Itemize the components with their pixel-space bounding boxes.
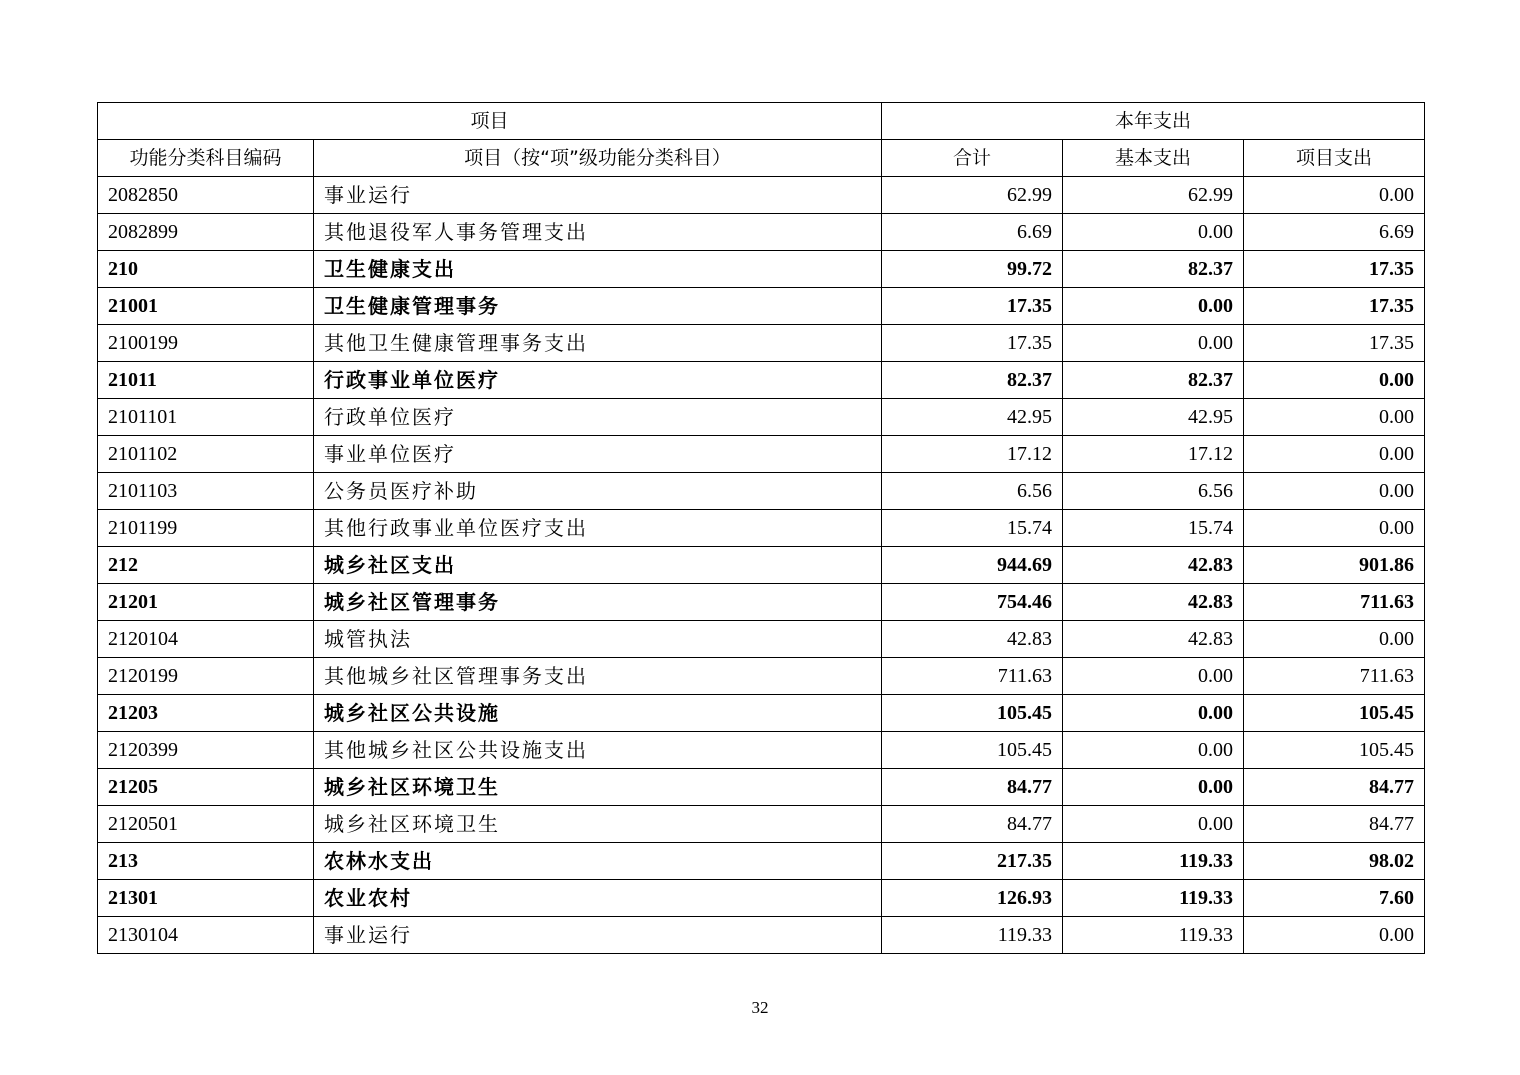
row-name: 其他退役军人事务管理支出 xyxy=(314,214,882,251)
row-code: 21205 xyxy=(98,769,314,806)
row-code: 21203 xyxy=(98,695,314,732)
header-total: 合计 xyxy=(882,140,1063,177)
row-project: 17.35 xyxy=(1244,288,1425,325)
row-total: 84.77 xyxy=(882,769,1063,806)
row-project: 7.60 xyxy=(1244,880,1425,917)
row-code: 2101101 xyxy=(98,399,314,436)
row-basic: 119.33 xyxy=(1063,843,1244,880)
row-code: 2130104 xyxy=(98,917,314,954)
row-name: 事业单位医疗 xyxy=(314,436,882,473)
row-project: 711.63 xyxy=(1244,584,1425,621)
row-project: 0.00 xyxy=(1244,473,1425,510)
row-code: 21201 xyxy=(98,584,314,621)
header-expense-group: 本年支出 xyxy=(882,103,1425,140)
row-basic: 42.83 xyxy=(1063,584,1244,621)
row-code: 21301 xyxy=(98,880,314,917)
row-total: 119.33 xyxy=(882,917,1063,954)
row-project: 105.45 xyxy=(1244,695,1425,732)
row-name: 卫生健康支出 xyxy=(314,251,882,288)
row-basic: 0.00 xyxy=(1063,695,1244,732)
row-basic: 82.37 xyxy=(1063,362,1244,399)
row-code: 213 xyxy=(98,843,314,880)
row-code: 21011 xyxy=(98,362,314,399)
row-project: 6.69 xyxy=(1244,214,1425,251)
row-project: 0.00 xyxy=(1244,621,1425,658)
row-code: 2082899 xyxy=(98,214,314,251)
row-total: 82.37 xyxy=(882,362,1063,399)
row-basic: 62.99 xyxy=(1063,177,1244,214)
row-basic: 42.83 xyxy=(1063,621,1244,658)
table-row xyxy=(98,510,1425,547)
row-name: 事业运行 xyxy=(314,917,882,954)
row-total: 6.56 xyxy=(882,473,1063,510)
table-row xyxy=(98,806,1425,843)
row-basic: 17.12 xyxy=(1063,436,1244,473)
row-total: 62.99 xyxy=(882,177,1063,214)
table-row xyxy=(98,325,1425,362)
row-total: 15.74 xyxy=(882,510,1063,547)
row-project: 98.02 xyxy=(1244,843,1425,880)
table-row xyxy=(98,843,1425,880)
page-number: 32 xyxy=(751,998,769,1017)
row-total: 217.35 xyxy=(882,843,1063,880)
row-basic: 15.74 xyxy=(1063,510,1244,547)
row-name: 城管执法 xyxy=(314,621,882,658)
row-total: 17.12 xyxy=(882,436,1063,473)
table-row xyxy=(98,917,1425,954)
table-row xyxy=(98,399,1425,436)
table-row xyxy=(98,251,1425,288)
row-basic: 42.95 xyxy=(1063,399,1244,436)
row-code: 210 xyxy=(98,251,314,288)
row-code: 2120104 xyxy=(98,621,314,658)
table-row xyxy=(98,658,1425,695)
table-row xyxy=(98,288,1425,325)
row-project: 0.00 xyxy=(1244,510,1425,547)
row-project: 901.86 xyxy=(1244,547,1425,584)
table-row xyxy=(98,547,1425,584)
row-code: 2101103 xyxy=(98,473,314,510)
row-name: 农林水支出 xyxy=(314,843,882,880)
header-name: 项目（按“项”级功能分类科目） xyxy=(314,140,882,177)
row-total: 99.72 xyxy=(882,251,1063,288)
row-basic: 0.00 xyxy=(1063,288,1244,325)
row-name: 城乡社区管理事务 xyxy=(314,584,882,621)
header-basic: 基本支出 xyxy=(1063,140,1244,177)
table-body xyxy=(98,177,1425,954)
row-basic: 0.00 xyxy=(1063,769,1244,806)
row-project: 0.00 xyxy=(1244,177,1425,214)
row-total: 84.77 xyxy=(882,806,1063,843)
row-total: 105.45 xyxy=(882,732,1063,769)
row-total: 944.69 xyxy=(882,547,1063,584)
row-basic: 82.37 xyxy=(1063,251,1244,288)
row-code: 2120501 xyxy=(98,806,314,843)
row-total: 6.69 xyxy=(882,214,1063,251)
row-total: 126.93 xyxy=(882,880,1063,917)
row-code: 2082850 xyxy=(98,177,314,214)
row-total: 754.46 xyxy=(882,584,1063,621)
row-project: 0.00 xyxy=(1244,362,1425,399)
row-project: 84.77 xyxy=(1244,769,1425,806)
row-name: 其他行政事业单位医疗支出 xyxy=(314,510,882,547)
header-project-group: 项目 xyxy=(98,103,882,140)
table-row xyxy=(98,732,1425,769)
table-row xyxy=(98,769,1425,806)
header-group-row xyxy=(98,103,1425,140)
expenditure-table xyxy=(97,102,1425,954)
row-name: 城乡社区公共设施 xyxy=(314,695,882,732)
row-name: 城乡社区支出 xyxy=(314,547,882,584)
row-total: 42.95 xyxy=(882,399,1063,436)
header-code: 功能分类科目编码 xyxy=(98,140,314,177)
row-basic: 119.33 xyxy=(1063,917,1244,954)
table-row xyxy=(98,214,1425,251)
row-name: 其他卫生健康管理事务支出 xyxy=(314,325,882,362)
row-total: 105.45 xyxy=(882,695,1063,732)
row-name: 公务员医疗补助 xyxy=(314,473,882,510)
table-row xyxy=(98,177,1425,214)
row-basic: 42.83 xyxy=(1063,547,1244,584)
row-name: 城乡社区环境卫生 xyxy=(314,769,882,806)
table-row xyxy=(98,695,1425,732)
row-name: 行政事业单位医疗 xyxy=(314,362,882,399)
row-code: 212 xyxy=(98,547,314,584)
table-row xyxy=(98,584,1425,621)
header-project: 项目支出 xyxy=(1244,140,1425,177)
row-basic: 0.00 xyxy=(1063,325,1244,362)
row-project: 105.45 xyxy=(1244,732,1425,769)
row-basic: 119.33 xyxy=(1063,880,1244,917)
row-basic: 6.56 xyxy=(1063,473,1244,510)
row-total: 711.63 xyxy=(882,658,1063,695)
row-basic: 0.00 xyxy=(1063,658,1244,695)
row-name: 其他城乡社区管理事务支出 xyxy=(314,658,882,695)
row-total: 17.35 xyxy=(882,288,1063,325)
row-code: 21001 xyxy=(98,288,314,325)
row-total: 17.35 xyxy=(882,325,1063,362)
header-column-row xyxy=(98,140,1425,177)
row-project: 17.35 xyxy=(1244,325,1425,362)
row-basic: 0.00 xyxy=(1063,806,1244,843)
table-row xyxy=(98,362,1425,399)
row-name: 行政单位医疗 xyxy=(314,399,882,436)
row-project: 0.00 xyxy=(1244,436,1425,473)
row-project: 0.00 xyxy=(1244,399,1425,436)
table-row xyxy=(98,880,1425,917)
table-row xyxy=(98,621,1425,658)
row-basic: 0.00 xyxy=(1063,214,1244,251)
table-row xyxy=(98,473,1425,510)
row-project: 17.35 xyxy=(1244,251,1425,288)
row-project: 84.77 xyxy=(1244,806,1425,843)
row-code: 2101102 xyxy=(98,436,314,473)
row-code: 2100199 xyxy=(98,325,314,362)
row-name: 卫生健康管理事务 xyxy=(314,288,882,325)
row-total: 42.83 xyxy=(882,621,1063,658)
row-code: 2120199 xyxy=(98,658,314,695)
row-name: 城乡社区环境卫生 xyxy=(314,806,882,843)
row-basic: 0.00 xyxy=(1063,732,1244,769)
row-code: 2120399 xyxy=(98,732,314,769)
table-row xyxy=(98,436,1425,473)
row-name: 其他城乡社区公共设施支出 xyxy=(314,732,882,769)
row-project: 0.00 xyxy=(1244,917,1425,954)
row-code: 2101199 xyxy=(98,510,314,547)
row-project: 711.63 xyxy=(1244,658,1425,695)
row-name: 事业运行 xyxy=(314,177,882,214)
row-name: 农业农村 xyxy=(314,880,882,917)
